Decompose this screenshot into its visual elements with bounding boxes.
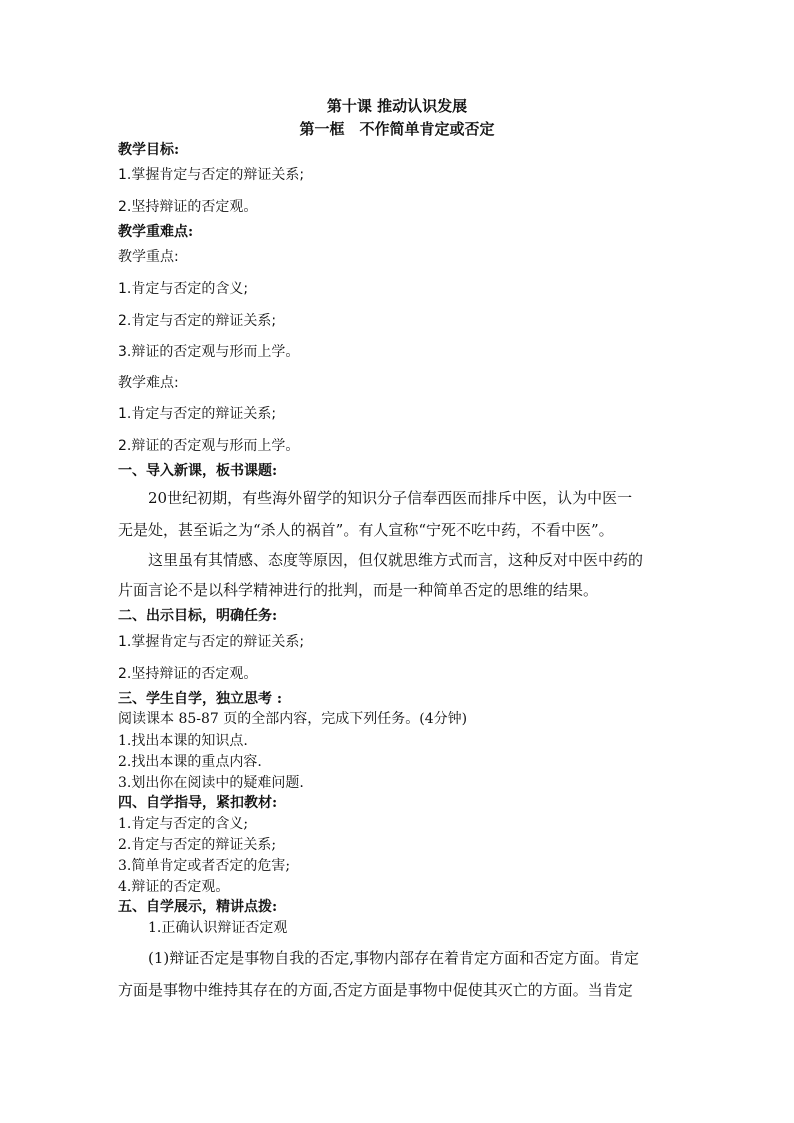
intro-paragraph-1-line-2: 无是处，甚至诟之为“杀人的祸首”。有人宣称“宁死不吃中药，不看中医”。 <box>118 521 614 539</box>
self-study-task-1: 1.找出本课的知识点. <box>118 733 248 749</box>
presentation-paragraph-line-2: 方面是事物中维持其存在的方面,否定方面是事物中促使其灭亡的方面。当肯定 <box>118 981 633 999</box>
objective-item-2: 2.坚持辩证的否定观。 <box>118 666 258 682</box>
section-heading-guidance: 四、自学指导，紧扣教材: <box>118 795 278 811</box>
key-point-1: 1.肯定与否定的含义; <box>118 281 249 297</box>
intro-paragraph-2-line-2: 片面言论不是以科学精神进行的批判，而是一种简单否定的思维的结果。 <box>118 581 599 599</box>
presentation-paragraph-line-1: (1)辩证否定是事物自我的否定,事物内部存在着肯定方面和否定方面。肯定 <box>148 949 640 967</box>
presentation-subheading-1: 1.正确认识辩证否定观 <box>148 920 288 936</box>
intro-paragraph-2-line-1: 这里虽有其情感、态度等原因，但仅就思维方式而言，这种反对中医中药的 <box>148 551 644 569</box>
section-heading-key-difficult: 教学重难点: <box>118 224 194 240</box>
section-heading-presentation: 五、自学展示，精讲点拨: <box>118 899 278 915</box>
section-heading-objectives: 二、出示目标，明确任务: <box>118 608 278 624</box>
section-heading-intro: 一、导入新课，板书课题: <box>118 463 278 479</box>
section-heading-goals: 教学目标: <box>118 142 180 158</box>
lesson-subtitle: 第一框 不作简单肯定或否定 <box>299 120 495 138</box>
self-study-task-3: 3.划出你在阅读中的疑难问题. <box>118 775 304 791</box>
guidance-item-4: 4.辩证的否定观。 <box>118 879 230 895</box>
lesson-title: 第十课 推动认识发展 <box>326 97 468 115</box>
section-heading-self-study: 三、学生自学，独立思考 : <box>118 691 283 707</box>
objective-item-1: 1.掌握肯定与否定的辩证关系; <box>118 634 305 650</box>
key-point-3: 3.辩证的否定观与形而上学。 <box>118 344 300 360</box>
difficult-point-2: 2.辩证的否定观与形而上学。 <box>118 438 300 454</box>
subheading-key-points: 教学重点: <box>118 249 179 265</box>
self-study-instructions: 阅读课本 85-87 页的全部内容，完成下列任务。(4分钟) <box>118 711 468 727</box>
self-study-task-2: 2.找出本课的重点内容. <box>118 754 262 770</box>
guidance-item-2: 2.肯定与否定的辩证关系; <box>118 837 277 853</box>
guidance-item-1: 1.肯定与否定的含义; <box>118 816 249 832</box>
goal-item-1: 1.掌握肯定与否定的辩证关系; <box>118 167 305 183</box>
guidance-item-3: 3.简单肯定或者否定的危害; <box>118 858 291 874</box>
intro-paragraph-1-line-1: 20世纪初期，有些海外留学的知识分子信奉西医而排斥中医，认为中医一 <box>148 489 633 507</box>
difficult-point-1: 1.肯定与否定的辩证关系; <box>118 406 277 422</box>
key-point-2: 2.肯定与否定的辩证关系; <box>118 313 277 329</box>
subheading-difficult-points: 教学难点: <box>118 375 179 391</box>
goal-item-2: 2.坚持辩证的否定观。 <box>118 199 258 215</box>
